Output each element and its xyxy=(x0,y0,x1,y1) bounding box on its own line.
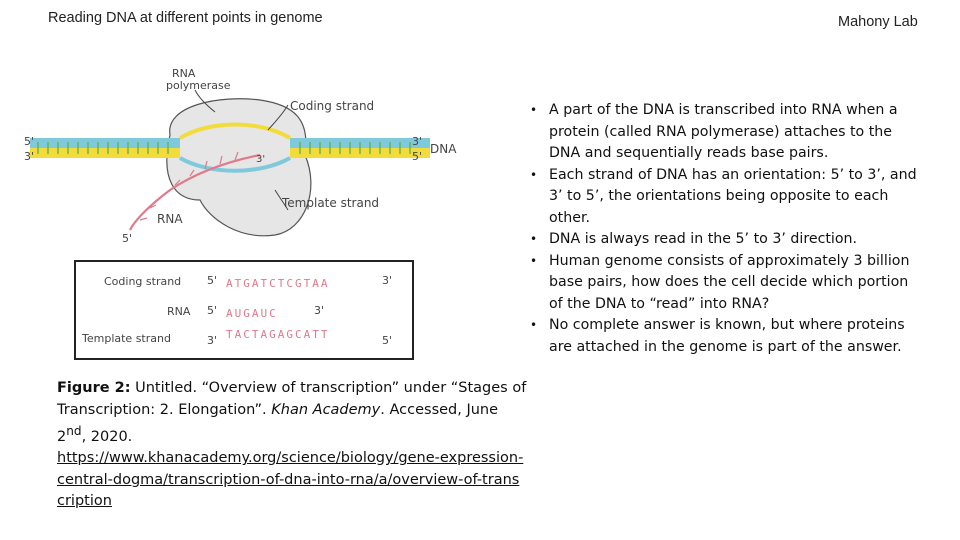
row-left-coding: 5' xyxy=(207,274,218,287)
row-right-rna: 3' xyxy=(314,304,325,317)
caption-ordinal: nd xyxy=(66,424,82,438)
row-right-coding: 3' xyxy=(382,274,393,287)
row-label-rna: RNA xyxy=(167,305,191,318)
label-rna-polymerase-1: RNA xyxy=(172,67,196,80)
label-3prime-rna: 3' xyxy=(256,154,266,165)
rna-polymerase-shape xyxy=(167,99,311,236)
label-3prime-right: 3' xyxy=(412,135,423,148)
label-template-strand: Template strand xyxy=(282,196,380,210)
bullet-item: • Each strand of DNA has an orientation: 5’ to 3’, and 3’ to 5’, the orientations being opposite to each other. xyxy=(530,166,917,226)
row-seq-template: TACTAGAGCATT xyxy=(226,328,330,341)
row-label-template: Template strand xyxy=(82,332,171,345)
caption-label: Figure 2: xyxy=(57,380,131,396)
label-coding-strand: Coding strand xyxy=(290,99,375,113)
label-dna: DNA xyxy=(430,142,457,156)
row-left-template: 3' xyxy=(207,334,218,347)
caption-accessed: . Accessed, June 2 xyxy=(57,401,499,445)
figure-caption xyxy=(57,378,527,513)
bullet-item: • No complete answer is known, but where proteins are attached in the genome is part of the answer. xyxy=(530,317,905,355)
label-5prime-left: 5' xyxy=(24,135,35,148)
transcription-diagram xyxy=(20,60,490,250)
lab-name: Mahony Lab xyxy=(838,14,918,30)
bullet-item: • DNA is always read in the 5’ to 3’ direction. xyxy=(530,231,858,247)
bullet-item: • Human genome consists of approximately 3 billion base pairs, how does the cell decide which portion of the DNA to “read” into RNA? xyxy=(530,252,910,312)
caption-year: , 2020. xyxy=(81,428,133,445)
slide-title: Reading DNA at different points in genome xyxy=(48,10,323,26)
row-right-template: 5' xyxy=(382,334,393,347)
label-5prime-right: 5' xyxy=(412,150,423,163)
caption-text: Untitled. “Overview of transcription” under “Stages of Transcription: 2. Elongation”. xyxy=(57,380,527,418)
caption-source: Khan Academy xyxy=(271,401,381,418)
caption-link[interactable]: https://www.khanacademy.org/science/biology/gene-expression-central-dogma/transcription-of-dna-into-rna/a/overview-of-transcription xyxy=(57,450,524,510)
bullet-list xyxy=(524,100,926,358)
bullet-item: • A part of the DNA is transcribed into RNA when a protein (called RNA polymerase) attaches to the DNA and sequentially reads base pairs. xyxy=(530,102,898,161)
row-seq-rna: AUGAUC xyxy=(226,307,278,320)
sequence-table xyxy=(74,260,414,360)
label-5prime-rna: 5' xyxy=(122,232,133,245)
row-seq-coding: ATGATCTCGTAA xyxy=(226,277,330,290)
label-3prime-left: 3' xyxy=(24,150,35,163)
row-label-coding: Coding strand xyxy=(104,275,182,288)
label-rna-polymerase-2: polymerase xyxy=(166,79,231,92)
label-rna: RNA xyxy=(157,212,183,226)
row-left-rna: 5' xyxy=(207,304,218,317)
